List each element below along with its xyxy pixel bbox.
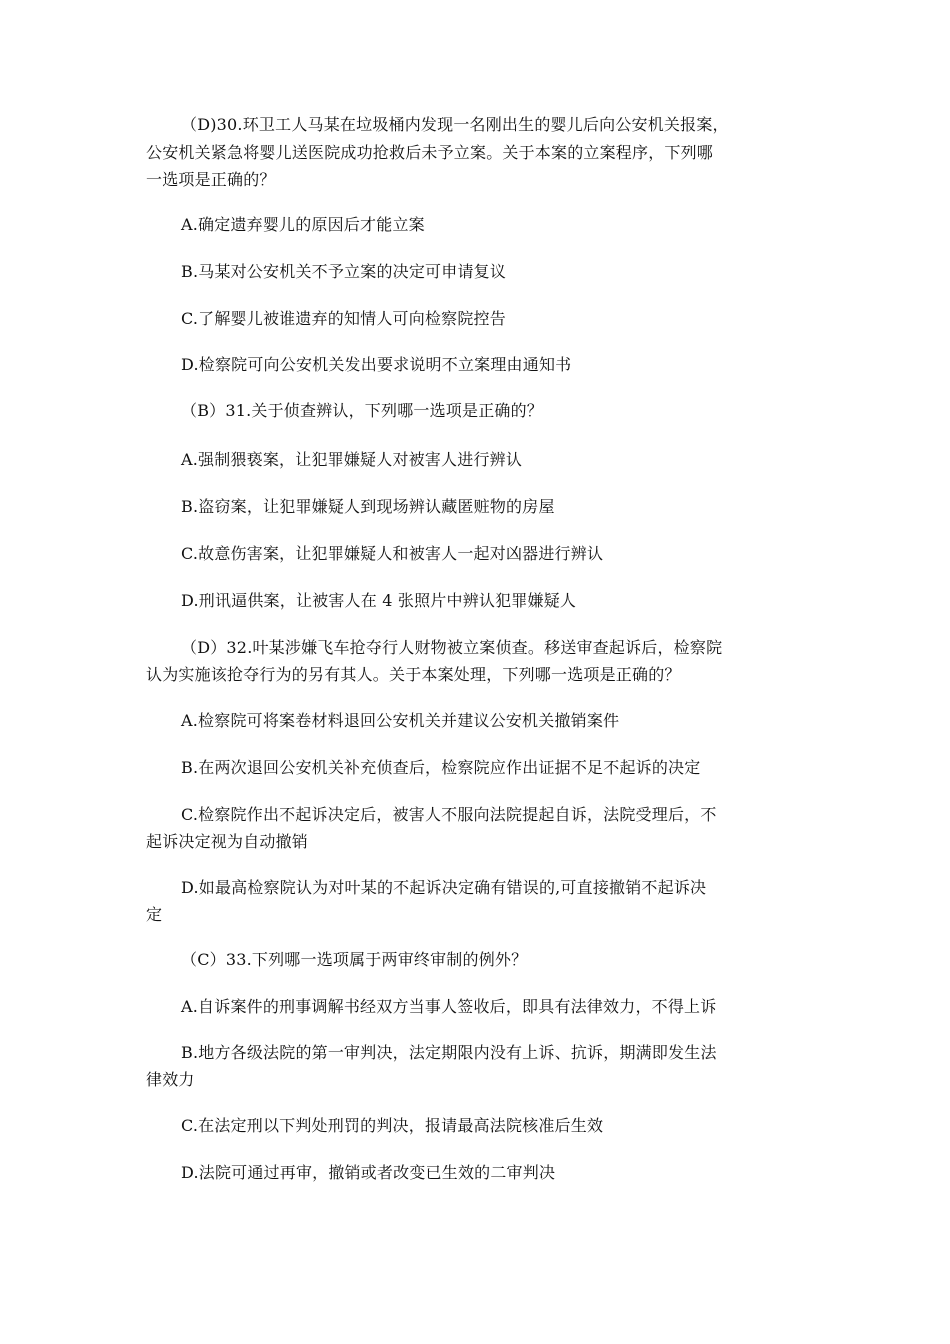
question-32-line-2: 认为实施该抢夺行为的另有其人。关于本案处理，下列哪一选项是正确的？	[146, 665, 681, 684]
question-30-option-d: D.检察院可向公安机关发出要求说明不立案理由通知书	[181, 355, 572, 374]
question-33-option-d: D.法院可通过再审，撤销或者改变已生效的二审判决	[181, 1163, 556, 1182]
question-32-option-c-line-2: 起诉决定视为自动撤销	[146, 832, 309, 851]
question-31-option-c: C.故意伤害案，让犯罪嫌疑人和被害人一起对凶器进行辨认	[181, 544, 604, 563]
question-33-line-1: （C）33.下列哪一选项属于两审终审制的例外？	[181, 950, 528, 969]
question-30-line-2: 公安机关紧急将婴儿送医院成功抢救后未予立案。关于本案的立案程序，下列哪	[146, 143, 714, 162]
question-32-option-d-line-2: 定	[146, 905, 163, 924]
question-31-option-d: D.刑讯逼供案，让被害人在 4 张照片中辨认犯罪嫌疑人	[181, 591, 577, 610]
question-30-option-c: C.了解婴儿被谁遗弃的知情人可向检察院控告	[181, 309, 506, 328]
question-30-line-3: 一选项是正确的？	[146, 170, 276, 189]
question-32-option-b: B.在两次退回公安机关补充侦查后，检察院应作出证据不足不起诉的决定	[181, 758, 701, 777]
question-32-line-1: （D）32.叶某涉嫌飞车抢夺行人财物被立案侦查。移送审查起诉后，检察院	[181, 638, 723, 657]
question-32-option-c-line-1: C.检察院作出不起诉决定后，被害人不服向法院提起自诉，法院受理后，不	[181, 805, 717, 824]
question-33-option-b-line-1: B.地方各级法院的第一审判决，法定期限内没有上诉、抗诉，期满即发生法	[181, 1043, 717, 1062]
question-30-option-b: B.马某对公安机关不予立案的决定可申请复议	[181, 262, 507, 281]
question-33-option-b-line-2: 律效力	[146, 1070, 195, 1089]
question-33-option-c: C.在法定刑以下判处刑罚的判决，报请最高法院核准后生效	[181, 1116, 604, 1135]
question-33-option-a: A.自诉案件的刑事调解书经双方当事人签收后，即具有法律效力，不得上诉	[181, 997, 717, 1016]
question-31-line-1: （B）31.关于侦查辨认，下列哪一选项是正确的？	[181, 401, 544, 420]
question-31-option-b: B.盗窃案，让犯罪嫌疑人到现场辨认藏匿赃物的房屋	[181, 497, 555, 516]
question-32-option-d-line-1: D.如最高检察院认为对叶某的不起诉决定确有错误的,可直接撤销不起诉决	[181, 878, 707, 897]
question-32-option-a: A.检察院可将案卷材料退回公安机关并建议公安机关撤销案件	[181, 711, 620, 730]
question-31-option-a: A.强制猥亵案，让犯罪嫌疑人对被害人进行辨认	[181, 450, 523, 469]
question-30-line-1: （D)30.环卫工人马某在垃圾桶内发现一名刚出生的婴儿后向公安机关报案，	[181, 115, 729, 134]
question-30-option-a: A.确定遗弃婴儿的原因后才能立案	[181, 215, 425, 234]
